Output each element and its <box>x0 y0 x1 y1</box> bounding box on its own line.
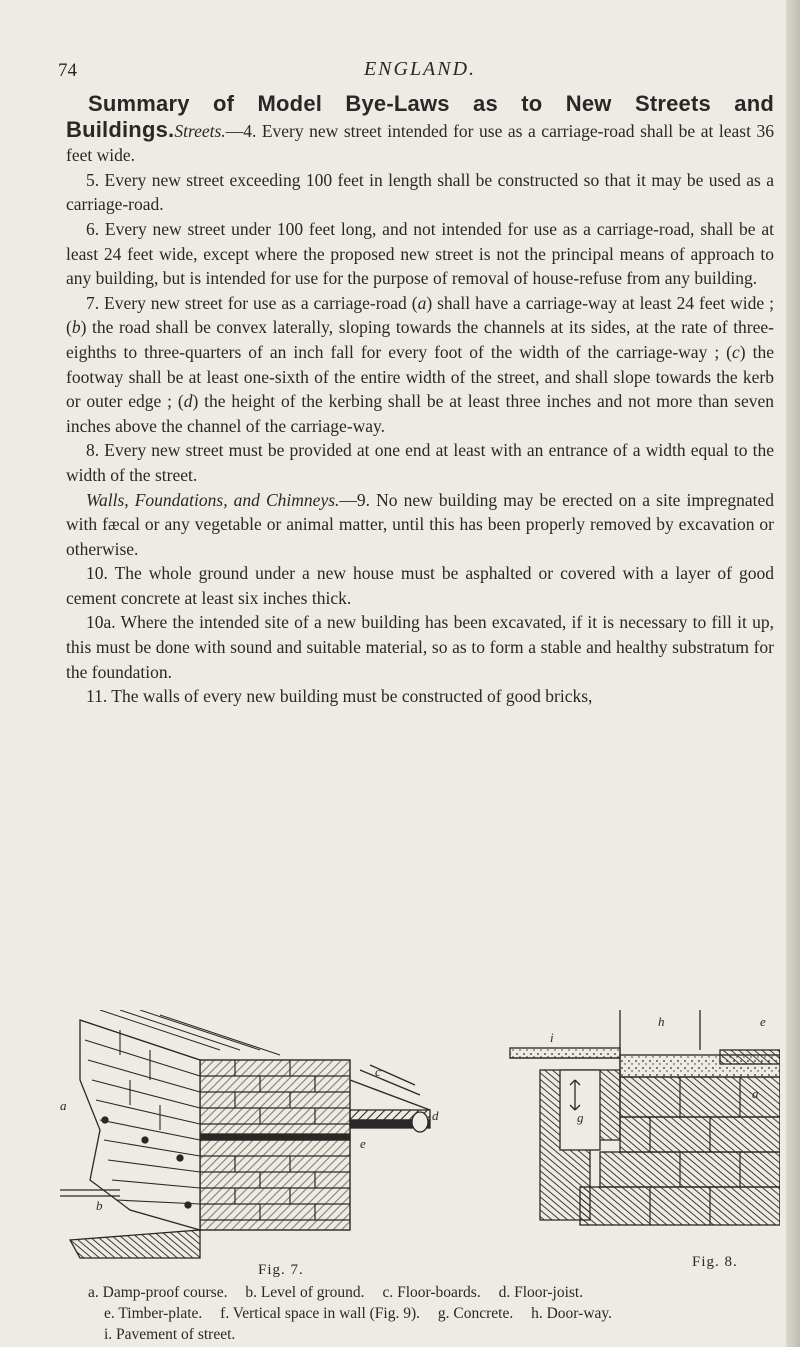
figures-area <box>60 1010 780 1260</box>
fig7-label: Fig. 7. <box>258 1262 304 1278</box>
fig8-label: Fig. 8. <box>692 1254 738 1270</box>
p7-part: ) shall have a carriage-way at least 24 feet wide ; ( <box>66 292 774 338</box>
page-number: 74 <box>58 60 77 81</box>
section-title: Summary of Model Bye-Laws as to New Streets and Buildings. <box>66 91 774 142</box>
figure-illustrations <box>60 1010 780 1260</box>
paragraph-7 <box>66 291 774 439</box>
fig8-letter-g: g <box>577 1110 584 1125</box>
caption-row <box>88 1282 778 1303</box>
caption-h: h. Door-way. <box>531 1305 613 1322</box>
figure-7 <box>60 1010 430 1258</box>
caption-row <box>88 1303 778 1324</box>
caption-b: b. Level of ground. <box>245 1284 365 1301</box>
caption-c: c. Floor-boards. <box>382 1284 481 1301</box>
streets-heading: Streets. <box>174 120 226 141</box>
paragraph-10a: 10a. Where the intended site of a new building has been excavated, if it is necessary to fill it up, this must be done with sound and suitable material, so as to form a stable and healthy substratum for the foundation. <box>66 612 774 682</box>
fig8-letter-i: i <box>550 1030 554 1045</box>
caption-d: d. Floor-joist. <box>498 1284 584 1301</box>
main-text <box>66 92 774 709</box>
fig7-letter-b: b <box>96 1198 103 1213</box>
caption-g: g. Concrete. <box>437 1305 514 1322</box>
p7-part: 7. Every new street for use as a carriage-road ( <box>86 292 418 313</box>
paragraph-4-text: —4. Every new street intended for use as a carriage-road shall be at least 36 feet wide. <box>66 120 774 166</box>
caption-i: i. Pavement of street. <box>104 1326 236 1343</box>
paragraph-11: 11. The walls of every new building must be constructed of good bricks, <box>86 686 593 707</box>
fig8-letter-e: e <box>760 1014 766 1029</box>
paragraph-5: 5. Every new street exceeding 100 feet in length shall be constructed so that it may be used as a carriage-road. <box>66 169 774 215</box>
paragraph-9 <box>66 488 774 562</box>
paragraph-4 <box>66 92 774 168</box>
caption-f: f. Vertical space in wall (Fig. 9). <box>220 1305 421 1322</box>
fig7-letter-d: d <box>432 1108 439 1123</box>
caption-a: a. Damp-proof course. <box>88 1284 228 1301</box>
paragraph-10: 10. The whole ground under a new house must be asphalted or covered with a layer of good cement concrete at least six inches thick. <box>66 563 774 608</box>
caption-e: e. Timber-plate. <box>104 1305 203 1322</box>
p7-letter: b <box>71 317 81 338</box>
caption-row <box>88 1324 778 1345</box>
fig8-letter-a: a <box>752 1086 759 1101</box>
p7-part: ) the road shall be convex laterally, sloping towards the channels at its sides, at the rate of three-eighths to three-quarters of an inch fall for every foot of the width of the carriage-way ; ( <box>66 317 774 362</box>
fig7-letter-a: a <box>60 1098 67 1113</box>
walls-heading: Walls, Foundations, and Chimneys. <box>86 489 340 510</box>
p7-letter: a <box>417 292 427 313</box>
paragraph-6: 6. Every new street under 100 feet long, and not intended for use as a carriage-road, shall be at least 24 feet wide, except where the proposed new street is not the principal means of approach to any building, but is intended for use for the purpose of removal of house-refuse from any building. <box>66 218 774 289</box>
page-edge <box>786 0 800 1347</box>
fig7-letter-c: c <box>375 1064 381 1079</box>
fig7-letter-e: e <box>360 1136 366 1151</box>
p7-letter: d <box>183 391 193 412</box>
p7-part: ) the height of the kerbing shall be at least three inches and not more than seven inches above the channel of the carriage-way. <box>66 391 774 436</box>
running-title: ENGLAND. <box>363 58 477 80</box>
paragraph-8: 8. Every new street must be provided at one end at least with an entrance of a width equal to the width of the street. <box>66 440 774 485</box>
p7-part: ) the footway shall be at least one-sixth of the entire width of the street, and shall slope towards the kerb or outer edge ; ( <box>66 341 774 412</box>
figure-caption <box>88 1282 778 1345</box>
fig8-letter-h: h <box>658 1014 665 1029</box>
paragraph-9-text: —9. No new building may be erected on a site impregnated with fæcal or any vegetable or animal matter, until this has been properly removed by excavation or otherwise. <box>66 489 775 559</box>
p7-letter: c <box>732 341 740 362</box>
